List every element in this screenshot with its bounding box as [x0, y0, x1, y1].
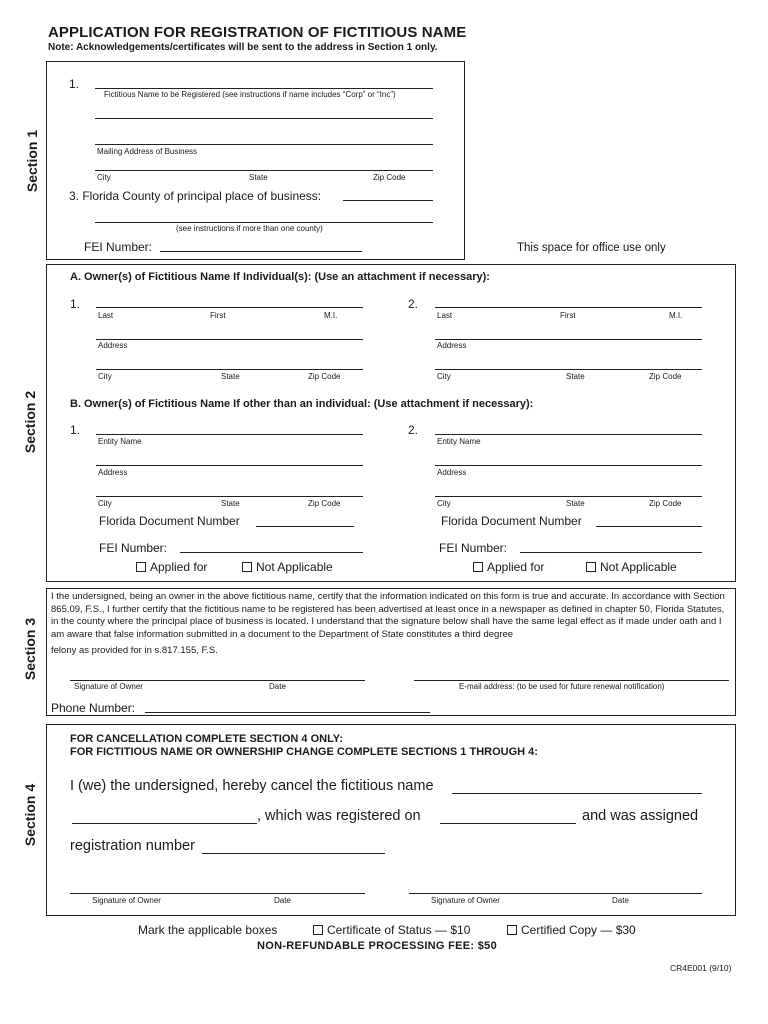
certificate-status-option[interactable] — [313, 923, 470, 937]
not-applicable-label: Not Applicable — [600, 560, 677, 574]
owner-a2-number: 2. — [408, 297, 419, 311]
not-applicable-label: Not Applicable — [256, 560, 333, 574]
cancel-sig-2-caption: Signature of Owner — [431, 896, 500, 905]
mark-boxes-label: Mark the applicable boxes — [138, 923, 278, 937]
owner-a1-city-field[interactable] — [96, 369, 363, 370]
owner-a1-last-caption: Last — [98, 311, 114, 320]
email-field[interactable] — [414, 680, 729, 681]
entity-b1-fei-field[interactable] — [180, 552, 363, 553]
certification-text-end: felony as provided for in s.817.155, F.S. — [51, 645, 218, 656]
phone-field[interactable] — [145, 712, 430, 713]
item-1-number: 1. — [69, 77, 80, 91]
section-2a-heading: A. Owner(s) of Fictitious Name If Individual(s): (Use an attachment if necessary): — [70, 271, 490, 283]
cancel-signature-1-field[interactable] — [70, 893, 365, 894]
entity-b2-state-caption: State — [566, 499, 585, 508]
entity-b2-address-caption: Address — [437, 468, 467, 477]
owner-a1-city-caption: City — [98, 372, 112, 381]
owner-a2-first-caption: First — [560, 311, 576, 320]
owner-a2-state-caption: State — [566, 372, 585, 381]
county-caption: (see instructions if more than one county) — [176, 224, 323, 233]
registration-number-label: registration number — [70, 838, 195, 854]
entity-b2-doc-label: Florida Document Number — [441, 514, 582, 528]
cancel-date-2-caption: Date — [612, 896, 629, 905]
owner-a1-mi-caption: M.I. — [324, 311, 338, 320]
zip-caption: Zip Code — [373, 173, 406, 182]
entity-b2-not-applicable[interactable] — [586, 560, 677, 574]
owner-signature-field[interactable] — [70, 680, 365, 681]
mailing-address-field[interactable] — [95, 144, 433, 145]
certification-text: I the undersigned, being an owner in the above fictitious name, certify that the information indicated on this form is true and accurate. In accordance with Section 865.09, F.S., I further certify that the fictitious name to be registered has been advertised at least once in a newspaper as defined in chapter 50, Florida Statutes, in the county where the principal place of business is located. I understand that the signature below shall have the same legal effect as if made under oath and I am aware that false information submitted in a document to the Department of State constitutes a third degree — [51, 591, 725, 640]
city-caption: City — [97, 173, 111, 182]
phone-label: Phone Number: — [51, 701, 136, 715]
fei-label: FEI Number: — [84, 240, 153, 254]
checkbox-icon[interactable] — [313, 925, 323, 935]
entity-b1-city-caption: City — [98, 499, 112, 508]
registration-date-field[interactable] — [440, 823, 576, 824]
applied-for-label: Applied for — [150, 560, 208, 574]
owner-a2-city-caption: City — [437, 372, 451, 381]
section-2-box — [46, 264, 736, 582]
entity-b1-number: 1. — [70, 423, 81, 437]
owner-a2-mi-caption: M.I. — [669, 311, 683, 320]
owner-a1-address-caption: Address — [98, 341, 128, 350]
form-code: CR4E001 (9/10) — [670, 963, 732, 973]
checkbox-icon[interactable] — [473, 562, 483, 572]
entity-b1-name-caption: Entity Name — [98, 437, 142, 446]
section-1-label: Section 1 — [24, 129, 40, 193]
owner-a2-address-caption: Address — [437, 341, 467, 350]
state-caption: State — [249, 173, 268, 182]
cancel-sig-1-caption: Signature of Owner — [92, 896, 161, 905]
cancel-name-field[interactable] — [452, 793, 702, 794]
owner-a1-name-field[interactable] — [96, 307, 363, 308]
cancel-statement: I (we) the undersigned, hereby cancel the fictitious name — [70, 778, 434, 794]
entity-b2-fei-field[interactable] — [520, 552, 702, 553]
certified-copy-option[interactable] — [507, 923, 636, 937]
fictitious-name-field[interactable] — [95, 88, 433, 89]
owner-a2-address-field[interactable] — [435, 339, 702, 340]
fei-field[interactable] — [160, 251, 362, 252]
section-2-label: Section 2 — [22, 390, 38, 454]
section-2b-heading: B. Owner(s) of Fictitious Name If other than an individual: (Use attachment if necessary): — [70, 398, 534, 410]
section-4-heading-2: FOR FICTITIOUS NAME OR OWNERSHIP CHANGE COMPLETE SECTIONS 1 THROUGH 4: — [70, 746, 538, 758]
owner-a1-zip-caption: Zip Code — [308, 372, 341, 381]
applied-for-label: Applied for — [487, 560, 545, 574]
owner-a1-first-caption: First — [210, 311, 226, 320]
mailing-address-caption: Mailing Address of Business — [97, 147, 198, 156]
entity-b2-applied-for[interactable] — [473, 560, 544, 574]
entity-b1-doc-field[interactable] — [256, 526, 354, 527]
cancel-signature-2-field[interactable] — [409, 893, 702, 894]
entity-b1-state-caption: State — [221, 499, 240, 508]
county-label: 3. Florida County of principal place of business: — [69, 189, 322, 203]
registered-on-text: , which was registered on — [257, 808, 421, 824]
entity-b1-city-field[interactable] — [96, 496, 363, 497]
section-3-label: Section 3 — [22, 617, 38, 681]
entity-b1-applied-for[interactable] — [136, 560, 207, 574]
fictitious-name-caption: Fictitious Name to be Registered (see instructions if name includes “Corp” or “Inc”) — [104, 90, 396, 99]
section-4-heading-1: FOR CANCELLATION COMPLETE SECTION 4 ONLY: — [70, 733, 343, 745]
checkbox-icon[interactable] — [136, 562, 146, 572]
owner-a2-zip-caption: Zip Code — [649, 372, 682, 381]
owner-a2-last-caption: Last — [437, 311, 453, 320]
date-caption: Date — [269, 682, 286, 691]
registration-number-field[interactable] — [202, 853, 385, 854]
county-field-2[interactable] — [95, 222, 433, 223]
signature-caption: Signature of Owner — [74, 682, 143, 691]
entity-b1-fei-label: FEI Number: — [99, 541, 168, 555]
processing-fee: NON-REFUNDABLE PROCESSING FEE: $50 — [257, 940, 498, 952]
entity-b2-number: 2. — [408, 423, 419, 437]
form-note: Note: Acknowledgements/certificates will be sent to the address in Section 1 only. — [48, 42, 438, 53]
checkbox-icon[interactable] — [586, 562, 596, 572]
checkbox-icon[interactable] — [507, 925, 517, 935]
owner-a2-name-field[interactable] — [435, 307, 702, 308]
entity-b2-name-field[interactable] — [435, 434, 702, 435]
cancel-date-1-caption: Date — [274, 896, 291, 905]
entity-b1-address-caption: Address — [98, 468, 128, 477]
entity-b1-zip-caption: Zip Code — [308, 499, 341, 508]
entity-b2-doc-field[interactable] — [596, 526, 702, 527]
email-caption: E-mail address: (to be used for future renewal notification) — [459, 682, 665, 691]
owner-a1-state-caption: State — [221, 372, 240, 381]
entity-b1-name-field[interactable] — [96, 434, 363, 435]
cancel-name-field-2[interactable] — [72, 823, 257, 824]
assigned-text: and was assigned — [582, 808, 699, 824]
fictitious-name-field-2[interactable] — [95, 118, 433, 119]
entity-b2-name-caption: Entity Name — [437, 437, 481, 446]
entity-b1-not-applicable[interactable] — [242, 560, 333, 574]
entity-b2-zip-caption: Zip Code — [649, 499, 682, 508]
city-state-zip-field[interactable] — [95, 170, 433, 171]
form-title: APPLICATION FOR REGISTRATION OF FICTITIOUS NAME — [48, 24, 467, 41]
certificate-status-label: Certificate of Status — $10 — [327, 923, 471, 937]
owner-a1-address-field[interactable] — [96, 339, 363, 340]
entity-b1-doc-label: Florida Document Number — [99, 514, 240, 528]
section-4-label: Section 4 — [22, 783, 38, 847]
county-field[interactable] — [343, 200, 433, 201]
entity-b2-address-field[interactable] — [435, 465, 702, 466]
owner-a1-number: 1. — [70, 297, 81, 311]
entity-b1-address-field[interactable] — [96, 465, 363, 466]
certified-copy-label: Certified Copy — $30 — [521, 923, 636, 937]
checkbox-icon[interactable] — [242, 562, 252, 572]
office-use-text: This space for office use only — [517, 242, 666, 254]
entity-b2-city-caption: City — [437, 499, 451, 508]
owner-a2-city-field[interactable] — [435, 369, 702, 370]
entity-b2-fei-label: FEI Number: — [439, 541, 508, 555]
entity-b2-city-field[interactable] — [435, 496, 702, 497]
